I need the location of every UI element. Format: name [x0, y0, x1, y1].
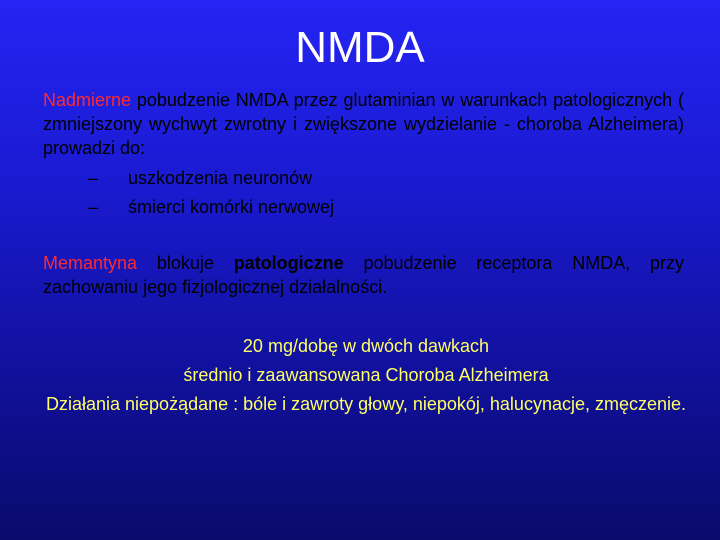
intro-paragraph-text: pobudzenie NMDA przez glutaminian w warunkach patologicznych ( zmniejszony wychwyt zwrotny i zwiększone wydzielanie - choroba Alzheimera) prowadzi do: [43, 90, 684, 158]
list-item [88, 164, 334, 193]
list-item-text: uszkodzenia neuronów [128, 168, 313, 188]
highlight-nadmierne: Nadmierne [43, 90, 132, 110]
dash-marker: – [88, 168, 99, 188]
effects-list [88, 164, 334, 222]
dosage-block [40, 332, 692, 419]
intro-paragraph [43, 88, 684, 160]
dosage-line: 20 mg/dobę w dwóch dawkach [242, 336, 490, 356]
highlight-memantyna: Memantyna [43, 253, 138, 273]
dash-marker: – [88, 197, 99, 217]
memantine-text-before: blokuje [137, 253, 234, 273]
side-effects-line: Działania niepożądane : bóle i zawroty głowy, niepokój, halucynacje, zmęczenie. [45, 394, 687, 414]
memantine-text-after: pobudzenie receptora NMDA, przy zachowaniu jego fizjologicznej działalności. [43, 253, 685, 297]
bold-patologiczne: patologiczne [233, 253, 344, 273]
slide-title: NMDA [295, 23, 425, 72]
list-item-text: śmierci komórki nerwowej [128, 197, 335, 217]
list-item [88, 193, 334, 222]
memantine-paragraph [43, 251, 684, 299]
indication-line: średnio i zaawansowana Choroba Alzheimera [183, 365, 549, 385]
